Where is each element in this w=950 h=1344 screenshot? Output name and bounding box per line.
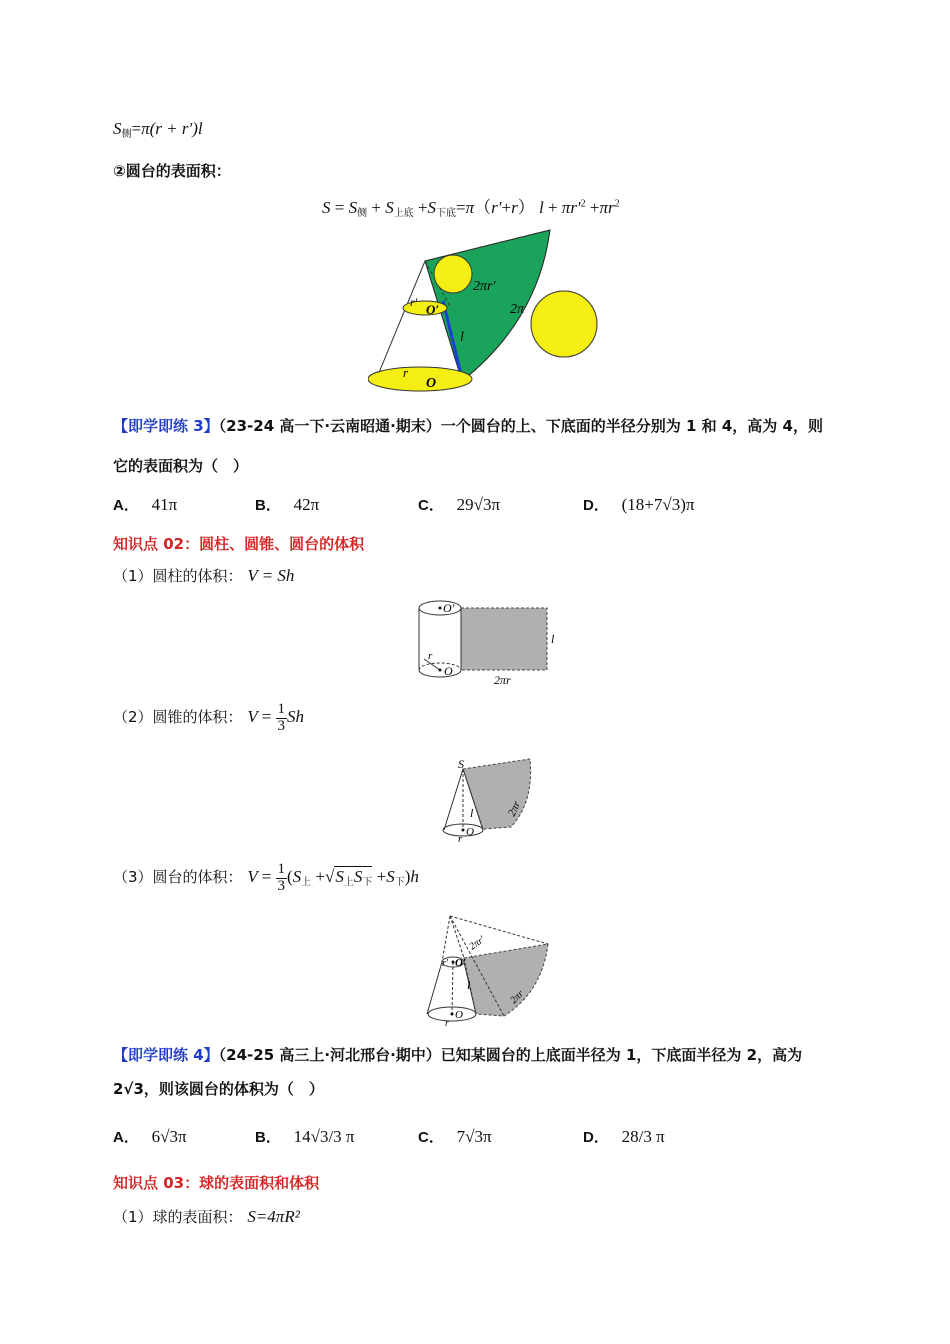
frustum-volume-row	[113, 862, 419, 895]
cylinder-figure	[416, 597, 566, 689]
fig3-s: S	[458, 757, 464, 771]
ex4-option-b-value: 14√3/3 π	[293, 1127, 355, 1146]
ex3-option-b[interactable]	[255, 494, 319, 515]
frustum-volume-figure	[424, 914, 552, 1032]
ex4-option-c-value: 7√3π	[456, 1127, 492, 1146]
cylinder-volume-row	[113, 565, 294, 586]
bottom-circle-unfolded	[531, 291, 597, 357]
ex4-option-b-label: B．	[255, 1129, 281, 1146]
ex3-option-b-value: 42π	[293, 495, 320, 514]
ex3-option-c-value: 29√3π	[456, 495, 501, 514]
total-area-formula: $S = S_侧 + S_{上底} +S_{下底}=\pi(r'+r) l + \pi r'^2 +\pi r^2$	[322, 198, 620, 219]
ex4-option-c-label: C．	[418, 1129, 444, 1146]
fig1-label-o1: O′	[426, 302, 440, 317]
fig1-label-2pi: 2π	[510, 302, 525, 317]
fig3-arc: 2πr	[505, 799, 524, 819]
ex3-option-a-label: A．	[113, 497, 139, 514]
ex3-question-line1: 一个圆台的上、下底面的半径分别为 1 和 4，高为 4，则	[440, 417, 823, 435]
ex4-option-c[interactable]	[418, 1126, 492, 1147]
fig4-r1: r′	[442, 958, 449, 969]
fig4-arc2: 2πr	[508, 988, 526, 1007]
ex4-option-d-value: 28/3 π	[621, 1127, 665, 1146]
fig3-o: O	[466, 826, 474, 838]
fig1-label-r1: r′	[410, 295, 418, 309]
cone-label: （2）圆锥的体积：	[113, 708, 243, 727]
fig4-l: l	[467, 978, 471, 992]
cone-figure	[438, 757, 550, 851]
cylinder-formula: V = Sh	[247, 566, 295, 585]
ex4-question-line2: 2√3，则该圆台的体积为（ ）	[113, 1080, 324, 1098]
ex3-option-d[interactable]	[583, 494, 694, 515]
ex3-question-line2: 它的表面积为（ ）	[113, 457, 249, 475]
ex4-option-b[interactable]	[255, 1126, 355, 1147]
kp2-title: 知识点 02：圆柱、圆锥、圆台的体积	[113, 535, 365, 553]
cone-volume-row	[113, 702, 304, 735]
fig3-l: l	[470, 806, 474, 820]
ex3-option-c[interactable]	[418, 494, 500, 515]
fig1-label-o: O	[426, 376, 437, 391]
fig3-r: r	[458, 833, 463, 845]
frustum-label: （3）圆台的体积：	[113, 868, 243, 887]
ex3-source: （23-24 高一下·云南昭通·期末）	[218, 417, 441, 435]
cylinder-label: （1）圆柱的体积：	[113, 567, 243, 585]
fig2-o-top: O′	[443, 601, 455, 615]
ex3-question	[113, 415, 823, 436]
ex4-option-d-label: D．	[583, 1129, 609, 1146]
sphere-area-row	[113, 1206, 300, 1227]
ex4-option-a[interactable]	[113, 1126, 187, 1147]
ex4-option-a-value: 6√3π	[151, 1127, 187, 1146]
ex4-source: （24-25 高三上·河北邢台·期中）	[218, 1046, 441, 1064]
fig1-label-r: r	[403, 365, 409, 380]
frustum-surface-figure	[368, 226, 608, 398]
top-circle	[434, 255, 472, 293]
fig4-arc1: 2πr′	[467, 934, 487, 953]
sphere-label: （1）球的表面积：	[113, 1208, 243, 1226]
sphere-formula: S=4πR²	[247, 1207, 300, 1226]
ex3-option-a[interactable]	[113, 494, 177, 515]
fig2-o-bot: O	[444, 664, 453, 678]
fig4-r: r	[445, 1018, 449, 1029]
ex3-tag: 【即学即练 3】	[113, 417, 219, 435]
ex4-option-a-label: A．	[113, 1129, 139, 1146]
ex3-option-d-value: (18+7√3)π	[621, 495, 695, 514]
ex3-option-d-label: D．	[583, 497, 609, 514]
fig4-o: O	[455, 1009, 463, 1021]
ex3-option-b-label: B．	[255, 497, 281, 514]
cone-formula: V = $\frac{1}{3}$ Sh	[247, 701, 304, 734]
fig1-label-l: l	[460, 330, 464, 345]
fig4-o1: O′	[455, 957, 467, 969]
fig2-l: l	[551, 632, 555, 646]
fig1-label-2pir1: 2πr′	[473, 279, 496, 294]
ex3-option-a-value: 41π	[151, 495, 178, 514]
ex4-tag: 【即学即练 4】	[113, 1046, 219, 1064]
fig2-w: 2πr	[494, 673, 511, 687]
ex4-question	[113, 1044, 802, 1065]
fig2-r: r	[428, 650, 433, 662]
bottom-base	[368, 367, 472, 391]
item2-label: ②圆台的表面积：	[113, 162, 231, 180]
lateral-area-formula: $S_侧=\pi(r + r')l$	[113, 119, 203, 140]
ex4-question-line1: 已知某圆台的上底面半径为 1，下底面半径为 2，高为	[440, 1046, 803, 1064]
frustum-formula: V = $\frac{1}{3}$ $(S_上 +√S_上S_下 +S_下)h$	[247, 861, 419, 894]
kp3-title: 知识点 03：球的表面积和体积	[113, 1174, 320, 1192]
ex3-option-c-label: C．	[418, 497, 444, 514]
ex4-option-d[interactable]	[583, 1126, 665, 1147]
